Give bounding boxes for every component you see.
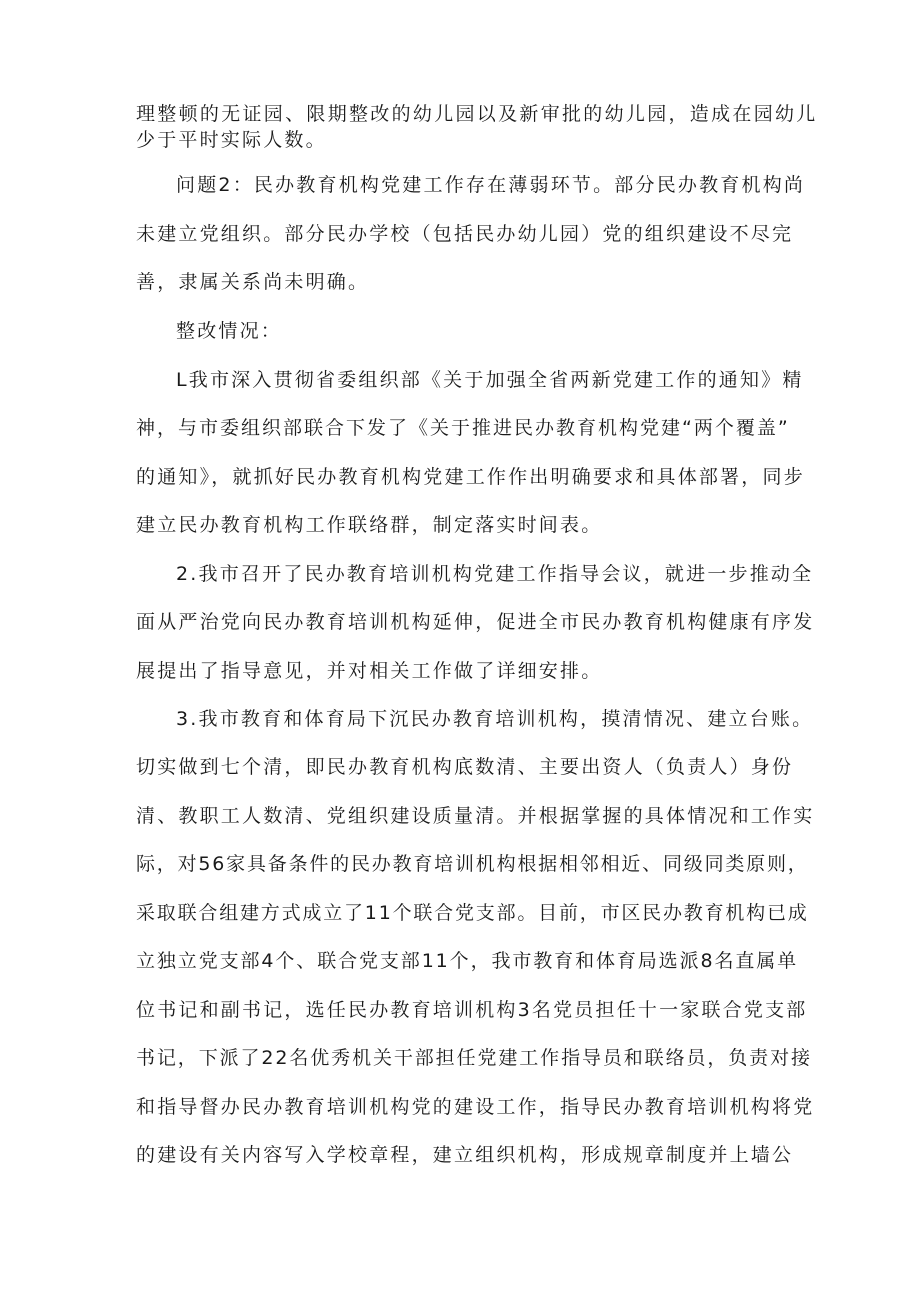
text-line: 书记，下派了22名优秀机关干部担任党建工作指导员和联络员，负责对接 <box>136 1047 812 1069</box>
text-line: 面从严治党向民办教育培训机构延伸，促进全市民办教育机构健康有序发 <box>136 611 815 633</box>
text-line: 清、教职工人数清、党组织建设质量清。并根据掌握的具体情况和工作实 <box>136 805 815 827</box>
text-line: 神，与市委组织部联合下发了《关于推进民办教育机构党建“两个覆盖” <box>136 417 790 439</box>
text-line: 和指导督办民办教育培训机构党的建设工作，指导民办教育培训机构将党 <box>136 1096 815 1118</box>
text-line: 的建设有关内容写入学校章程，建立组织机构，形成规章制度并上墙公 <box>136 1144 794 1166</box>
text-line: 善，隶属关系尚未明确。 <box>136 271 370 293</box>
text-line: 展提出了指导意见，并对相关工作做了详细安排。 <box>136 660 603 682</box>
text-line: 的通知》，就抓好民办教育机构党建工作作出明确要求和具体部署，同步 <box>136 466 805 488</box>
text-line: 未建立党组织。部分民办学校（包括民办幼儿园）党的组织建设不尽完 <box>136 223 794 245</box>
text-line: 2.我市召开了民办教育培训机构党建工作指导会议，就进一步推动全 <box>176 563 814 585</box>
text-line: 3.我市教育和体育局下沉民办教育培训机构，摸清情况、建立台账。 <box>176 708 814 730</box>
text-line: L我市深入贯彻省委组织部《关于加强全省两新党建工作的通知》精 <box>176 369 804 391</box>
text-line: 采取联合组建方式成立了11个联合党支部。目前，市区民办教育机构已成 <box>136 902 809 924</box>
text-line: 际，对56家具备条件的民办教育培训机构根据相邻相近、同级同类原则， <box>136 853 809 875</box>
text-line: 立独立党支部4个、联合党支部11个，我市教育和体育局选派8名直属单 <box>136 950 799 972</box>
text-line: 少于平时实际人数。 <box>136 129 327 151</box>
text-line: 位书记和副书记，选任民办教育培训机构3名党员担任十一家联合党支部 <box>136 999 808 1021</box>
text-line: 问题2：民办教育机构党建工作存在薄弱环节。部分民办教育机构尚 <box>176 174 806 196</box>
text-line: 整改情况： <box>176 320 283 342</box>
text-line: 切实做到七个清，即民办教育机构底数清、主要出资人（负责人）身份 <box>136 756 794 778</box>
text-line: 建立民办教育机构工作联络群，制定落实时间表。 <box>136 514 603 536</box>
text-line: 理整顿的无证园、限期整改的幼儿园以及新审批的幼儿园，造成在园幼儿 <box>136 103 818 125</box>
